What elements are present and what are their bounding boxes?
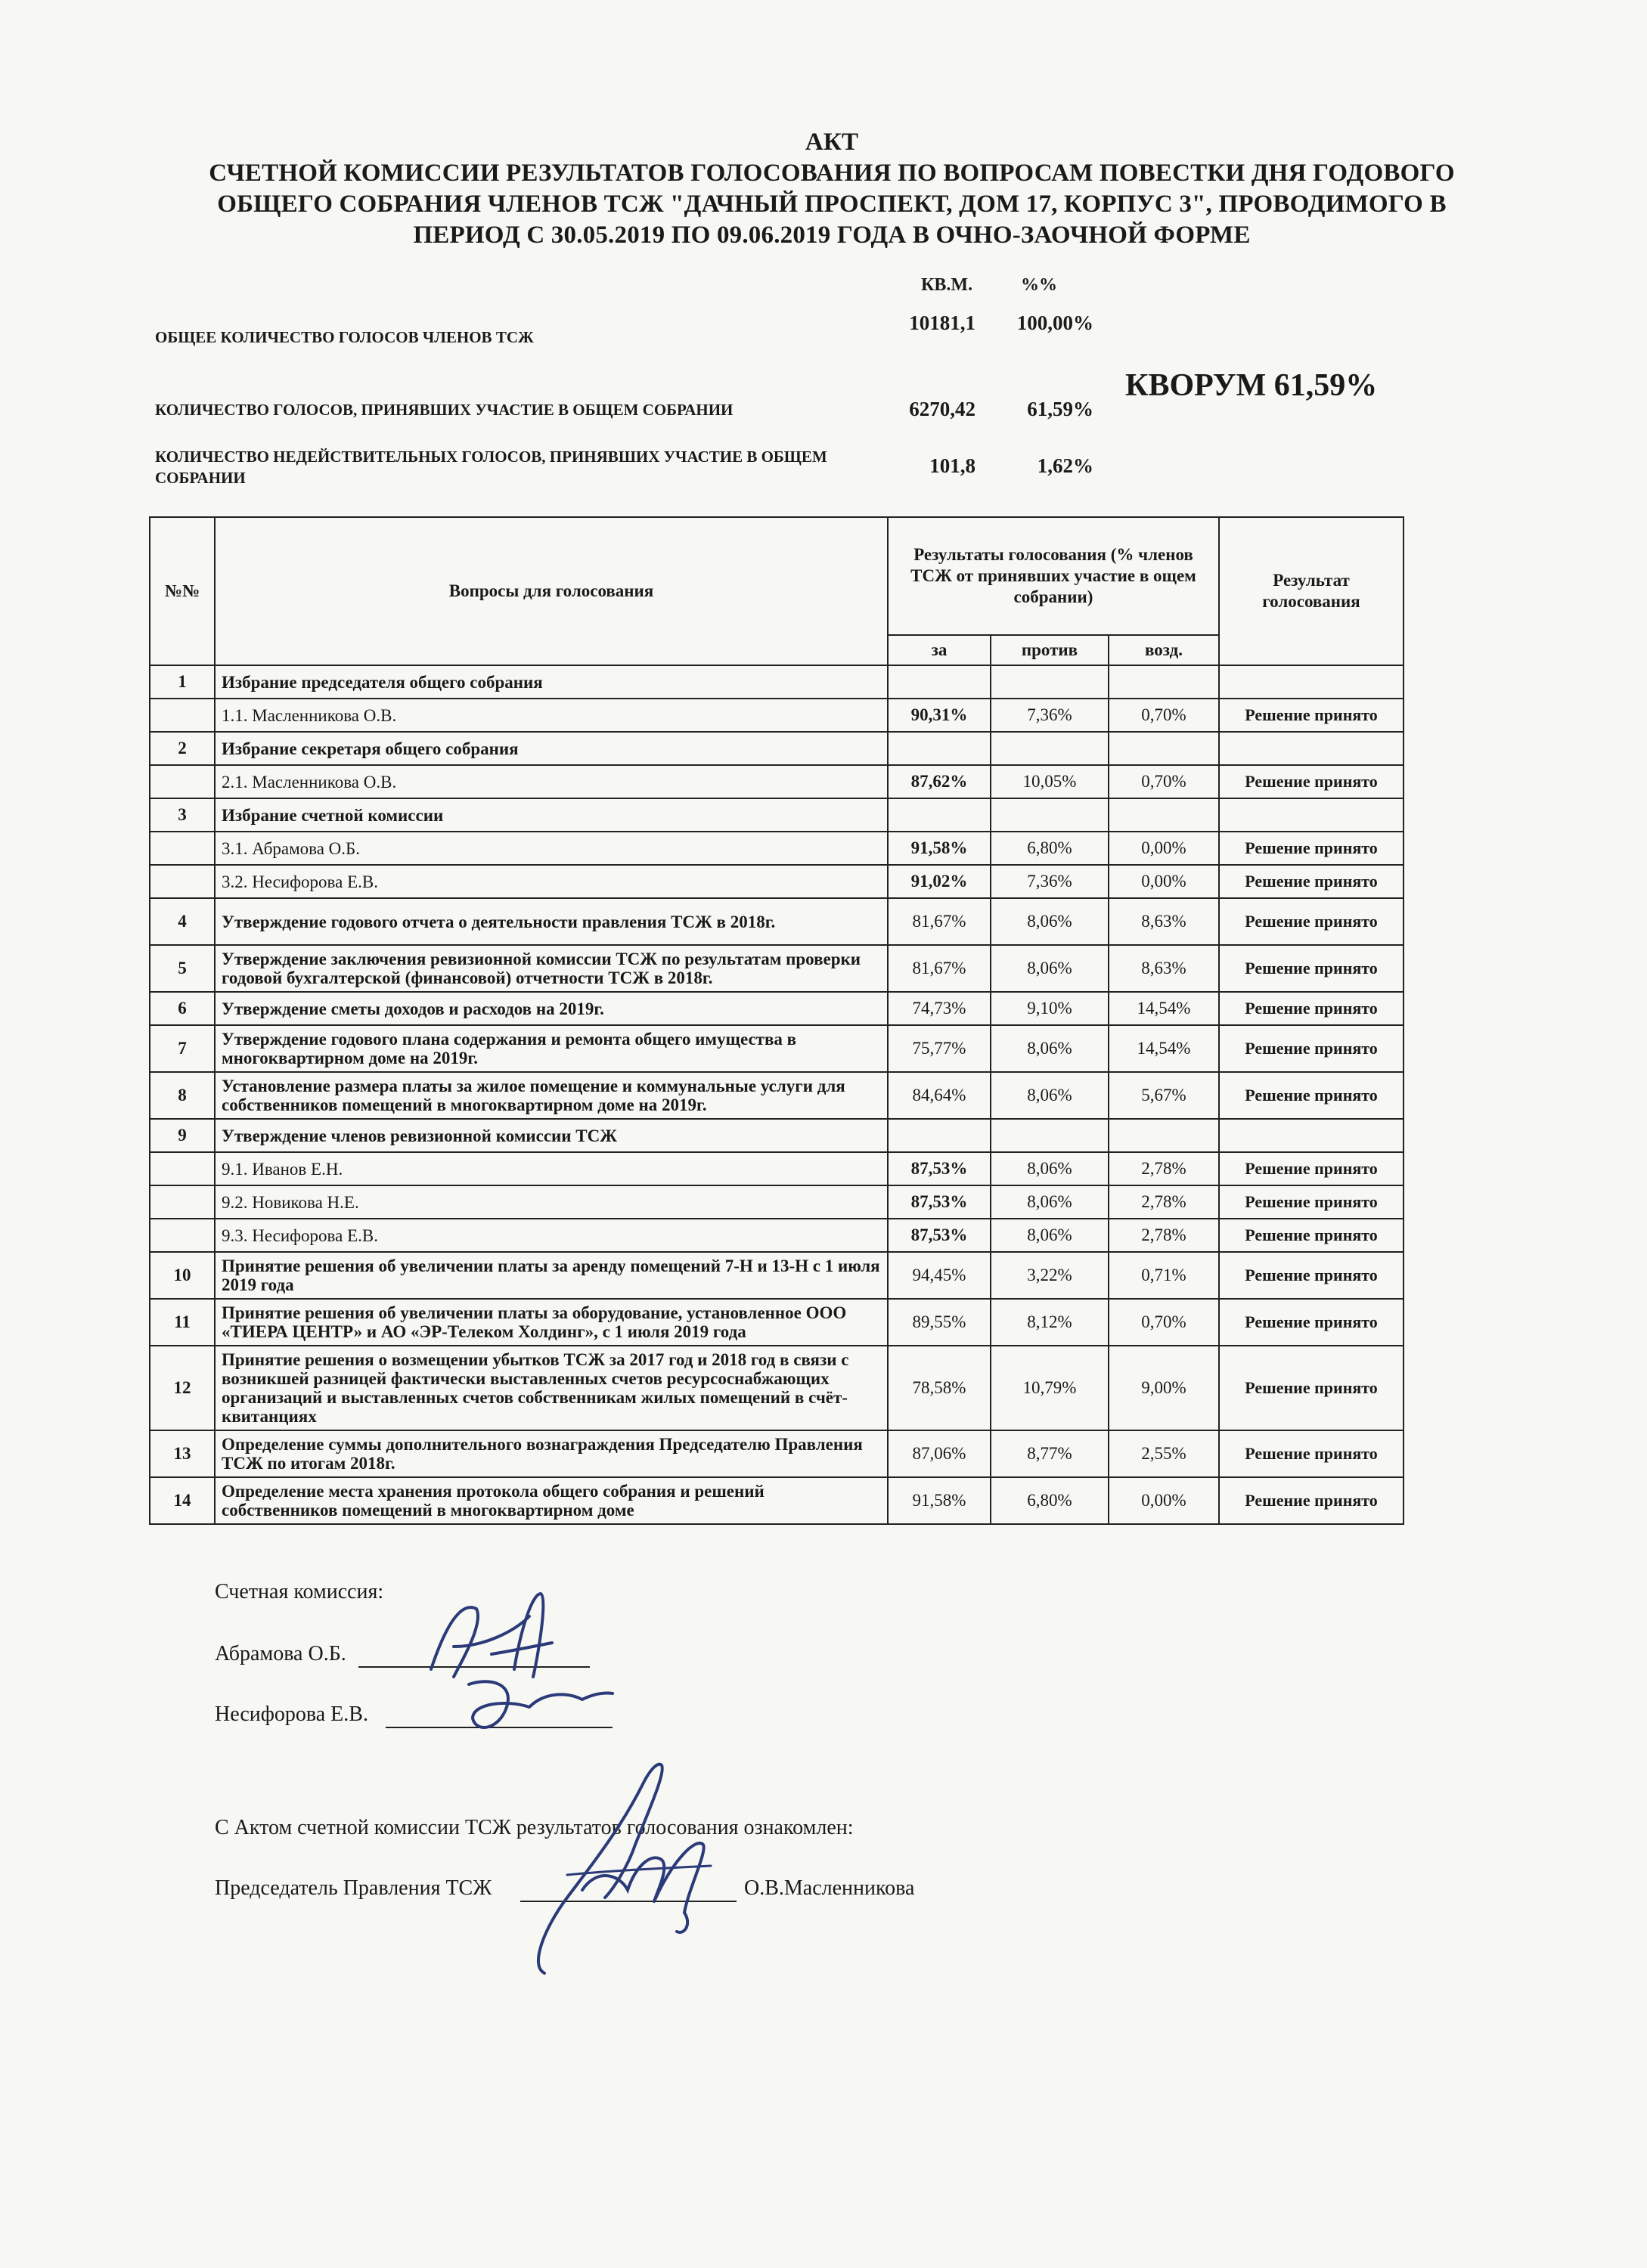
row-for: 91,02% [888, 865, 991, 898]
row-against: 8,06% [991, 1219, 1109, 1252]
table-row [150, 1477, 1404, 1524]
row-for [888, 1119, 991, 1152]
signature-chair [499, 1739, 749, 1988]
row-abstain: 0,00% [1109, 832, 1219, 865]
row-abstain: 9,00% [1109, 1346, 1219, 1430]
row-number [150, 865, 215, 898]
summary-total-label: ОБЩЕЕ КОЛИЧЕСТВО ГОЛОСОВ ЧЛЕНОВ ТСЖ [155, 328, 534, 346]
row-outcome: Решение принято [1219, 699, 1404, 732]
row-against: 10,05% [991, 765, 1109, 798]
row-outcome: Решение принято [1219, 1299, 1404, 1346]
header-abstain: возд. [1109, 635, 1219, 665]
summary-invalid-label: КОЛИЧЕСТВО НЕДЕЙСТВИТЕЛЬНЫХ ГОЛОСОВ, ПРИНЯВШИХ УЧАСТИЕ В ОБЩЕМ СОБРАНИИ [155, 448, 827, 487]
row-against: 8,06% [991, 945, 1109, 992]
row-against: 6,80% [991, 832, 1109, 865]
table-row [150, 1185, 1404, 1219]
row-question: Утверждение годового отчета о деятельности правления ТСЖ в 2018г. [215, 898, 888, 945]
row-number: 12 [150, 1346, 215, 1430]
row-outcome: Решение принято [1219, 1072, 1404, 1119]
row-abstain: 5,67% [1109, 1072, 1219, 1119]
row-number: 6 [150, 992, 215, 1025]
table-row [150, 699, 1404, 732]
row-number: 1 [150, 665, 215, 699]
table-row [150, 898, 1404, 945]
row-number: 10 [150, 1252, 215, 1299]
table-row [150, 732, 1404, 765]
chair-label: Председатель Правления ТСЖ [215, 1876, 492, 1900]
row-question: 9.3. Несифорова Е.В. [215, 1219, 888, 1252]
row-number: 4 [150, 898, 215, 945]
row-abstain: 0,70% [1109, 1299, 1219, 1346]
row-for: 84,64% [888, 1072, 991, 1119]
row-for: 91,58% [888, 832, 991, 865]
row-question: 3.1. Абрамова О.Б. [215, 832, 888, 865]
signature-abramova [401, 1579, 643, 1745]
header-results: Результаты голосования (% членов ТСЖ от принявших участие в ощем собрании) [888, 517, 1219, 635]
row-against: 8,06% [991, 1152, 1109, 1185]
row-against: 8,06% [991, 1185, 1109, 1219]
title-act: АКТ [805, 129, 859, 156]
row-question: Определение места хранения протокола общего собрания и решений собственников помещений в многоквартирном доме [215, 1477, 888, 1524]
row-abstain: 8,63% [1109, 898, 1219, 945]
row-against: 3,22% [991, 1252, 1109, 1299]
row-against: 8,77% [991, 1430, 1109, 1477]
row-for: 90,31% [888, 699, 991, 732]
row-for: 87,53% [888, 1185, 991, 1219]
row-question: Принятие решения о возмещении убытков ТСЖ за 2017 год и 2018 год в связи с возникшей разницей фактически выставленных счетов ресурсоснабжающих организаций и выставленных счетов собственникам жилых помещений в счёт-квитанциях [215, 1346, 888, 1430]
table-row [150, 1430, 1404, 1477]
row-outcome [1219, 798, 1404, 832]
row-number: 5 [150, 945, 215, 992]
row-abstain [1109, 798, 1219, 832]
row-for [888, 732, 991, 765]
row-question: Избрание председателя общего собрания [215, 665, 888, 699]
table-row [150, 832, 1404, 865]
row-number [150, 1185, 215, 1219]
row-against: 8,06% [991, 898, 1109, 945]
row-abstain: 0,71% [1109, 1252, 1219, 1299]
table-row [150, 1152, 1404, 1185]
summary-col-kvm: КВ.М. [921, 275, 973, 295]
row-outcome: Решение принято [1219, 1477, 1404, 1524]
chair-name: О.В.Масленникова [744, 1876, 915, 1900]
commission-member-2: Несифорова Е.В. [215, 1703, 368, 1726]
voting-results-table [149, 516, 1404, 1525]
row-question: Принятие решения об увеличении платы за аренду помещений 7-Н и 13-Н с 1 июля 2019 года [215, 1252, 888, 1299]
row-outcome [1219, 1119, 1404, 1152]
row-against: 7,36% [991, 699, 1109, 732]
row-outcome: Решение принято [1219, 765, 1404, 798]
row-abstain: 8,63% [1109, 945, 1219, 992]
table-row [150, 992, 1404, 1025]
row-question: Утверждение годового плана содержания и ремонта общего имущества в многоквартирном доме на 2019г. [215, 1025, 888, 1072]
row-abstain: 14,54% [1109, 1025, 1219, 1072]
row-abstain: 0,00% [1109, 865, 1219, 898]
row-number [150, 699, 215, 732]
row-number: 8 [150, 1072, 215, 1119]
quorum-value: КВОРУМ 61,59% [1125, 368, 1378, 403]
row-outcome: Решение принято [1219, 1252, 1404, 1299]
table-row [150, 1219, 1404, 1252]
commission-member-1: Абрамова О.Б. [215, 1642, 346, 1665]
row-for [888, 798, 991, 832]
row-outcome: Решение принято [1219, 1346, 1404, 1430]
row-question: 3.2. Несифорова Е.В. [215, 865, 888, 898]
table-row [150, 1299, 1404, 1346]
row-question: Утверждение членов ревизионной комиссии ТСЖ [215, 1119, 888, 1152]
table-row [150, 1119, 1404, 1152]
summary-participated-kvm: 6270,42 [909, 398, 975, 420]
row-number: 7 [150, 1025, 215, 1072]
table-row [150, 1252, 1404, 1299]
row-abstain [1109, 665, 1219, 699]
commission-label: Счетная комиссия: [215, 1580, 384, 1603]
row-against [991, 732, 1109, 765]
header-question: Вопросы для голосования [215, 517, 888, 665]
row-outcome: Решение принято [1219, 1152, 1404, 1185]
row-for: 94,45% [888, 1252, 991, 1299]
row-number: 13 [150, 1430, 215, 1477]
row-outcome: Решение принято [1219, 1219, 1404, 1252]
row-against: 8,06% [991, 1072, 1109, 1119]
row-abstain: 0,70% [1109, 699, 1219, 732]
row-outcome: Решение принято [1219, 945, 1404, 992]
row-number: 3 [150, 798, 215, 832]
row-number: 2 [150, 732, 215, 765]
table-row [150, 1025, 1404, 1072]
summary-participated-label: КОЛИЧЕСТВО ГОЛОСОВ, ПРИНЯВШИХ УЧАСТИЕ В ОБЩЕМ СОБРАНИИ [155, 401, 734, 419]
summary-participated-pct: 61,59% [1027, 398, 1093, 420]
summary-col-pct: %% [1021, 275, 1057, 295]
row-against: 6,80% [991, 1477, 1109, 1524]
row-outcome: Решение принято [1219, 832, 1404, 865]
row-against: 7,36% [991, 865, 1109, 898]
row-for: 87,62% [888, 765, 991, 798]
row-number [150, 832, 215, 865]
row-number [150, 1219, 215, 1252]
row-outcome: Решение принято [1219, 865, 1404, 898]
row-number [150, 1152, 215, 1185]
table-row [150, 1346, 1404, 1430]
row-against: 8,06% [991, 1025, 1109, 1072]
table-row [150, 665, 1404, 699]
row-for: 78,58% [888, 1346, 991, 1430]
table-row [150, 945, 1404, 992]
row-abstain: 2,78% [1109, 1185, 1219, 1219]
row-number: 14 [150, 1477, 215, 1524]
row-outcome [1219, 665, 1404, 699]
row-for: 87,53% [888, 1219, 991, 1252]
header-num: №№ [150, 517, 215, 665]
row-outcome: Решение принято [1219, 992, 1404, 1025]
row-for [888, 665, 991, 699]
row-abstain: 0,00% [1109, 1477, 1219, 1524]
document-title [174, 127, 1490, 251]
summary-total-kvm: 10181,1 [909, 311, 975, 334]
summary-total-pct: 100,00% [1016, 311, 1093, 334]
row-outcome: Решение принято [1219, 1185, 1404, 1219]
row-abstain [1109, 732, 1219, 765]
row-for: 81,67% [888, 945, 991, 992]
table-row [150, 765, 1404, 798]
row-abstain [1109, 1119, 1219, 1152]
acknowledged-text: С Актом счетной комиссии ТСЖ результатов голосования ознакомлен: [215, 1816, 854, 1839]
row-outcome: Решение принято [1219, 898, 1404, 945]
row-against [991, 665, 1109, 699]
row-against: 9,10% [991, 992, 1109, 1025]
row-outcome: Решение принято [1219, 1025, 1404, 1072]
row-question: 1.1. Масленникова О.В. [215, 699, 888, 732]
row-question: Определение суммы дополнительного вознаграждения Председателю Правления ТСЖ по итогам 2018г. [215, 1430, 888, 1477]
title-line-3: ОБЩЕГО СОБРАНИЯ ЧЛЕНОВ ТСЖ "ДАЧНЫЙ ПРОСПЕКТ, ДОМ 17, КОРПУС 3", ПРОВОДИМОГО В [217, 191, 1447, 218]
row-against: 8,12% [991, 1299, 1109, 1346]
row-question: Избрание секретаря общего собрания [215, 732, 888, 765]
row-for: 81,67% [888, 898, 991, 945]
row-for: 74,73% [888, 992, 991, 1025]
row-for: 89,55% [888, 1299, 991, 1346]
title-line-2: СЧЕТНОЙ КОМИССИИ РЕЗУЛЬТАТОВ ГОЛОСОВАНИЯ ПО ВОПРОСАМ ПОВЕСТКИ ДНЯ ГОДОВОГО [209, 160, 1455, 187]
row-outcome: Решение принято [1219, 1430, 1404, 1477]
table-row [150, 1072, 1404, 1119]
row-abstain: 2,55% [1109, 1430, 1219, 1477]
row-for: 87,06% [888, 1430, 991, 1477]
row-number [150, 765, 215, 798]
row-for: 87,53% [888, 1152, 991, 1185]
row-question: 9.1. Иванов Е.Н. [215, 1152, 888, 1185]
header-for: за [888, 635, 991, 665]
row-outcome [1219, 732, 1404, 765]
summary-invalid-kvm: 101,8 [929, 454, 975, 477]
row-question: Утверждение заключения ревизионной комиссии ТСЖ по результатам проверки годовой бухгалтерской (финансовой) отчетности ТСЖ в 2018г. [215, 945, 888, 992]
row-question: 9.2. Новикова Н.Е. [215, 1185, 888, 1219]
row-abstain: 2,78% [1109, 1152, 1219, 1185]
row-question: Принятие решения об увеличении платы за оборудование, установленное ООО «ТИЕРА ЦЕНТР» и АО «ЭР-Телеком Холдинг», с 1 июля 2019 года [215, 1299, 888, 1346]
row-number: 11 [150, 1299, 215, 1346]
row-against [991, 798, 1109, 832]
row-question: 2.1. Масленникова О.В. [215, 765, 888, 798]
results-body [150, 665, 1404, 1524]
row-question: Установление размера платы за жилое помещение и коммунальные услуги для собственников помещений в многоквартирном доме на 2019г. [215, 1072, 888, 1119]
row-number: 9 [150, 1119, 215, 1152]
row-abstain: 2,78% [1109, 1219, 1219, 1252]
row-against: 10,79% [991, 1346, 1109, 1430]
row-question: Утверждение сметы доходов и расходов на 2019г. [215, 992, 888, 1025]
table-row [150, 798, 1404, 832]
summary-invalid-pct: 1,62% [1037, 454, 1093, 477]
table-row [150, 865, 1404, 898]
row-for: 75,77% [888, 1025, 991, 1072]
row-abstain: 0,70% [1109, 765, 1219, 798]
row-against [991, 1119, 1109, 1152]
header-outcome: Результат голосования [1219, 517, 1404, 665]
header-against: против [991, 635, 1109, 665]
row-abstain: 14,54% [1109, 992, 1219, 1025]
title-line-4: ПЕРИОД С 30.05.2019 ПО 09.06.2019 ГОДА В ОЧНО-ЗАОЧНОЙ ФОРМЕ [413, 222, 1251, 249]
row-question: Избрание счетной комиссии [215, 798, 888, 832]
row-for: 91,58% [888, 1477, 991, 1524]
